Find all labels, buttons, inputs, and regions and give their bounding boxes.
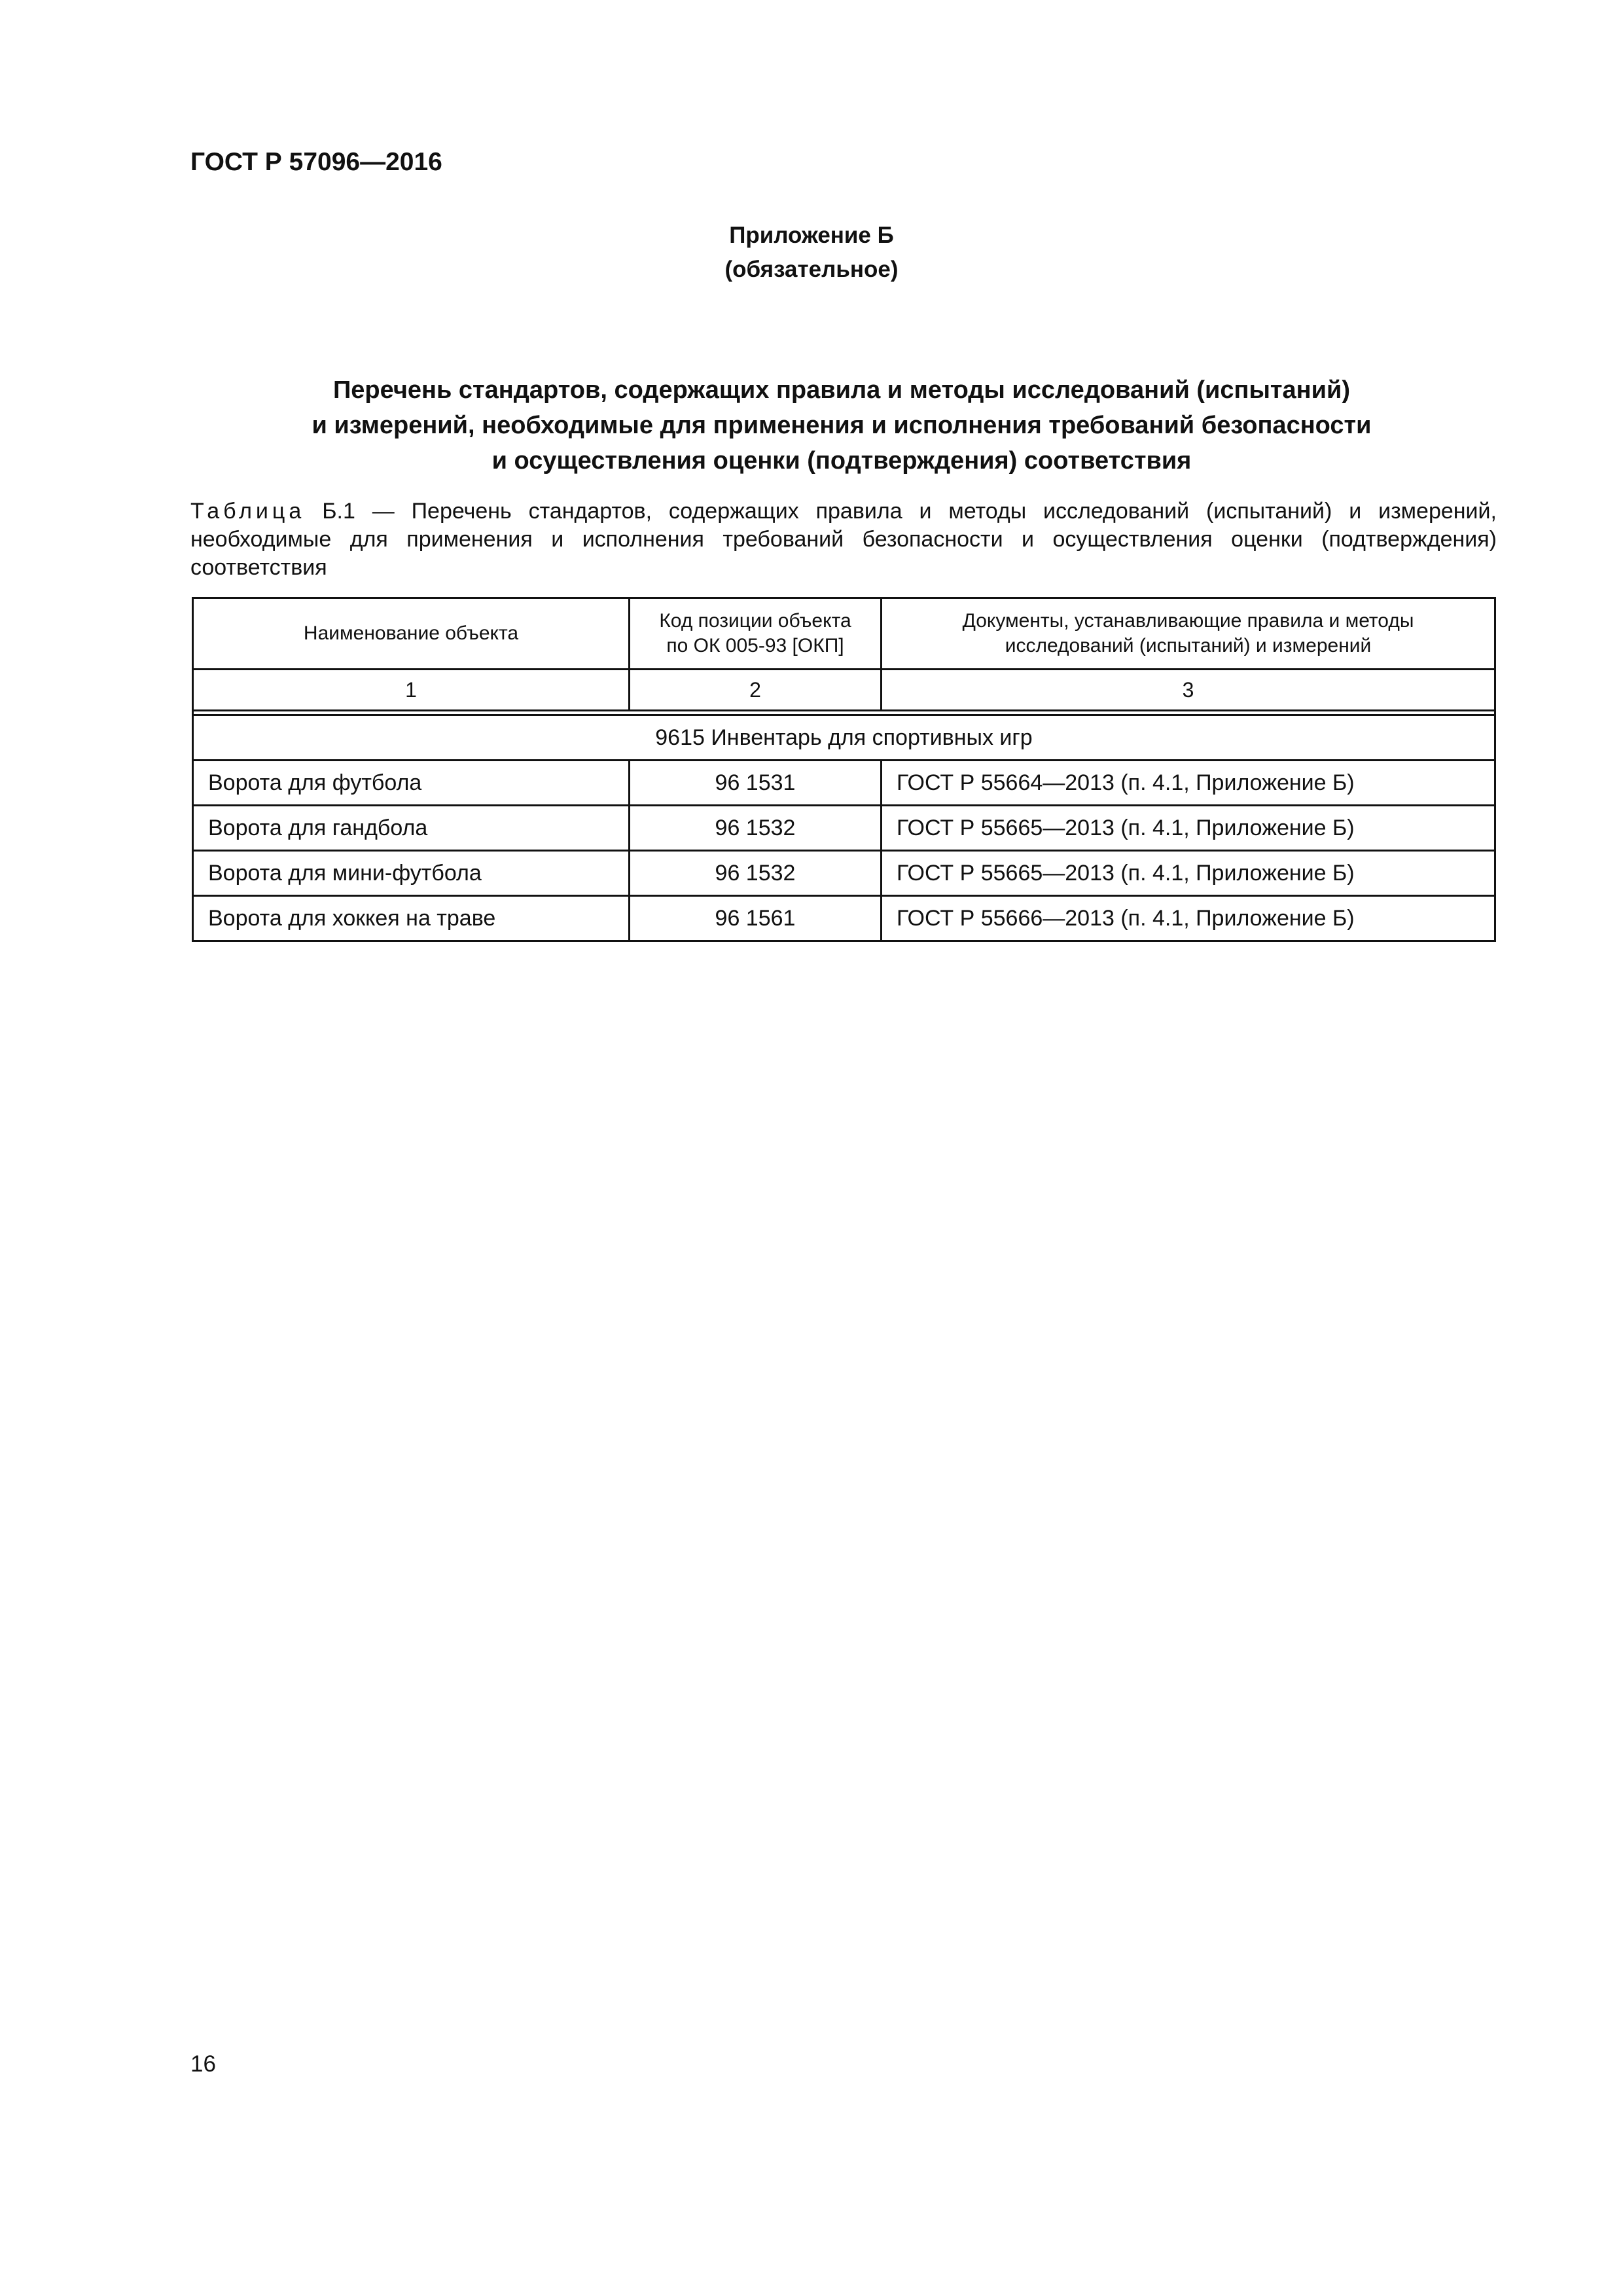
object-document: ГОСТ Р 55666—2013 (п. 4.1, Приложение Б) <box>882 896 1495 941</box>
object-code: 96 1561 <box>630 896 882 941</box>
standard-code: ГОСТ Р 57096—2016 <box>190 148 442 176</box>
column-header-documents <box>882 598 1495 670</box>
appendix-status: (обязательное) <box>724 257 899 282</box>
object-code: 96 1531 <box>630 761 882 806</box>
column-number-1: 1 <box>193 670 630 711</box>
column-number-3: 3 <box>882 670 1495 711</box>
heading-line-2: и измерений, необходимые для применения и исполнения требований безопасности <box>312 412 1372 439</box>
group-title: 9615 Инвентарь для спортивных игр <box>193 715 1495 761</box>
table-caption-text: Б.1 — Перечень стандартов, содержащих правила и методы исследований (испытаний) и измерений, необходимые для применения и исполнения требований безопасности и осуществления оценки (подтверждения) соответствия <box>190 499 1497 580</box>
column-header-documents-line-2: исследований (испытаний) и измерений <box>1005 635 1372 656</box>
group-row <box>193 715 1495 761</box>
table-header-row <box>193 598 1495 670</box>
header-separator-cell <box>193 711 1495 715</box>
column-header-code <box>630 598 882 670</box>
section-heading <box>190 372 1493 478</box>
table-caption-label: Таблица <box>190 499 306 524</box>
object-code: 96 1532 <box>630 806 882 851</box>
object-document: ГОСТ Р 55665—2013 (п. 4.1, Приложение Б) <box>882 806 1495 851</box>
page-number: 16 <box>190 2051 216 2077</box>
column-header-name-text: Наименование объекта <box>303 622 519 644</box>
appendix-title: Приложение Б <box>729 223 894 248</box>
object-code: 96 1532 <box>630 851 882 896</box>
table-row <box>193 896 1495 941</box>
heading-line-1: Перечень стандартов, содержащих правила и методы исследований (испытаний) <box>332 376 1350 404</box>
column-number-2: 2 <box>630 670 882 711</box>
header-separator <box>193 711 1495 715</box>
column-header-code-line-1: Код позиции объекта <box>659 610 851 632</box>
object-document: ГОСТ Р 55665—2013 (п. 4.1, Приложение Б) <box>882 851 1495 896</box>
object-document: ГОСТ Р 55664—2013 (п. 4.1, Приложение Б) <box>882 761 1495 806</box>
column-header-name <box>193 598 630 670</box>
table-caption <box>190 497 1497 582</box>
object-name: Ворота для хоккея на траве <box>193 896 630 941</box>
table-row <box>193 851 1495 896</box>
column-number-row <box>193 670 1495 711</box>
table-row <box>193 806 1495 851</box>
table-row <box>193 761 1495 806</box>
column-header-documents-line-1: Документы, устанавливающие правила и методы <box>962 610 1414 632</box>
heading-line-3: и осуществления оценки (подтверждения) соответствия <box>491 447 1192 475</box>
object-name: Ворота для гандбола <box>193 806 630 851</box>
standards-table <box>192 597 1496 942</box>
object-name: Ворота для футбола <box>193 761 630 806</box>
object-name: Ворота для мини-футбола <box>193 851 630 896</box>
column-header-code-line-2: по ОК 005-93 [ОКП] <box>666 635 844 656</box>
